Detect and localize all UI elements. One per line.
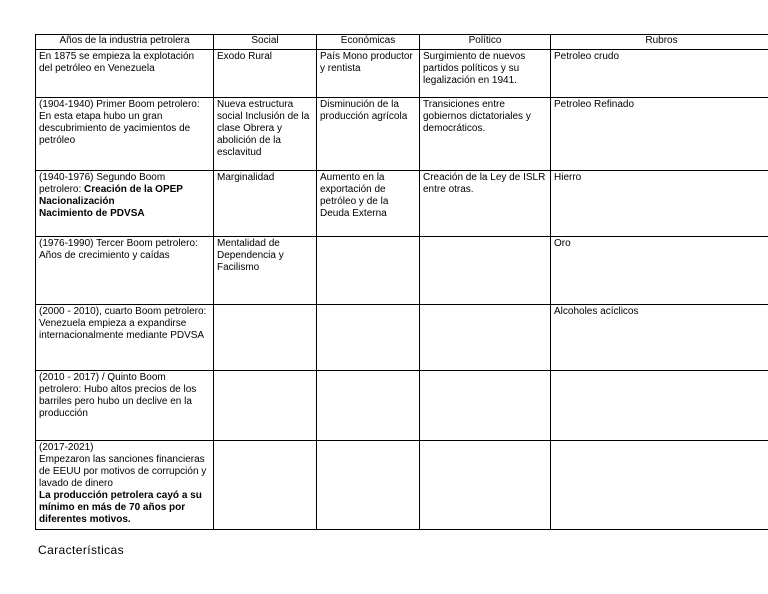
table-row: [36, 98, 768, 171]
cell-years: (2000 - 2010), cuarto Boom petrolero: Venezuela empieza a expandirse internacionalmente mediante PDVSA: [36, 305, 214, 371]
cell-social: Mentalidad de Dependencia y Facilismo: [214, 237, 317, 305]
cell-years: (1904-1940) Primer Boom petrolero: En esta etapa hubo un gran descubrimiento de yacimientos de petróleo: [36, 98, 214, 171]
cell-years: En 1875 se empieza la explotación del petróleo en Venezuela: [36, 50, 214, 98]
cell-politico: [420, 371, 551, 441]
cell-rubros: [551, 371, 768, 441]
cell-social: Nueva estructura social Inclusión de la clase Obrera y abolición de la esclavitud: [214, 98, 317, 171]
cell-social: Marginalidad: [214, 171, 317, 237]
cell-politico: Transiciones entre gobiernos dictatoriales y democráticos.: [420, 98, 551, 171]
table-row: [36, 50, 768, 98]
cell-rubros: [551, 441, 768, 530]
year-bold-nacionalizacion: Nacionalización: [39, 196, 115, 207]
cell-years: [36, 441, 214, 530]
cell-rubros: Hierro: [551, 171, 768, 237]
year-text: (1940-1976) Segundo Boom petrolero:: [39, 172, 166, 195]
header-economicas: Económicas: [317, 35, 420, 50]
year-text: Empezaron las sanciones financieras de EEUU por motivos de corrupción y lavado de dinero: [39, 454, 207, 489]
cell-economicas: [317, 441, 420, 530]
cell-social: [214, 371, 317, 441]
cell-social: [214, 441, 317, 530]
cell-rubros: Alcoholes acíclicos: [551, 305, 768, 371]
table-row: [36, 371, 768, 441]
cell-politico: [420, 441, 551, 530]
cell-economicas: [317, 371, 420, 441]
table-row: [36, 237, 768, 305]
cell-politico: [420, 305, 551, 371]
cell-economicas: [317, 305, 420, 371]
cell-years: (1976-1990) Tercer Boom petrolero: Años de crecimiento y caídas: [36, 237, 214, 305]
year-bold-text: La producción petrolera cayó a su mínimo en más de 70 años por diferentes motivos.: [39, 490, 202, 525]
cell-years: (2010 - 2017) / Quinto Boom petrolero: Hubo altos precios de los barriles pero hubo un declive en la producción: [36, 371, 214, 441]
cell-economicas: Disminución de la producción agrícola: [317, 98, 420, 171]
cell-politico: [420, 237, 551, 305]
header-years: Años de la industria petrolera: [36, 35, 214, 50]
table-caption: Características: [38, 543, 125, 557]
cell-rubros: Oro: [551, 237, 768, 305]
cell-social: Exodo Rural: [214, 50, 317, 98]
year-bold-opep: Creación de la OPEP: [84, 184, 183, 195]
cell-economicas: Aumento en la exportación de petróleo y de la Deuda Externa: [317, 171, 420, 237]
cell-social: [214, 305, 317, 371]
table-row: [36, 171, 768, 237]
petroleum-industry-table: [35, 34, 768, 530]
cell-rubros: Petroleo crudo: [551, 50, 768, 98]
cell-economicas: País Mono productor y rentista: [317, 50, 420, 98]
header-rubros: Rubros: [551, 35, 768, 50]
table-header-row: [36, 35, 768, 50]
header-social: Social: [214, 35, 317, 50]
cell-rubros: Petroleo Refinado: [551, 98, 768, 171]
cell-years: [36, 171, 214, 237]
table-row: [36, 305, 768, 371]
cell-politico: Creación de la Ley de ISLR entre otras.: [420, 171, 551, 237]
table-row: [36, 441, 768, 530]
year-range: (2017-2021): [39, 442, 94, 453]
cell-politico: Surgimiento de nuevos partidos políticos y su legalización en 1941.: [420, 50, 551, 98]
header-politico: Político: [420, 35, 551, 50]
year-bold-pdvsa: Nacimiento de PDVSA: [39, 208, 145, 219]
cell-economicas: [317, 237, 420, 305]
